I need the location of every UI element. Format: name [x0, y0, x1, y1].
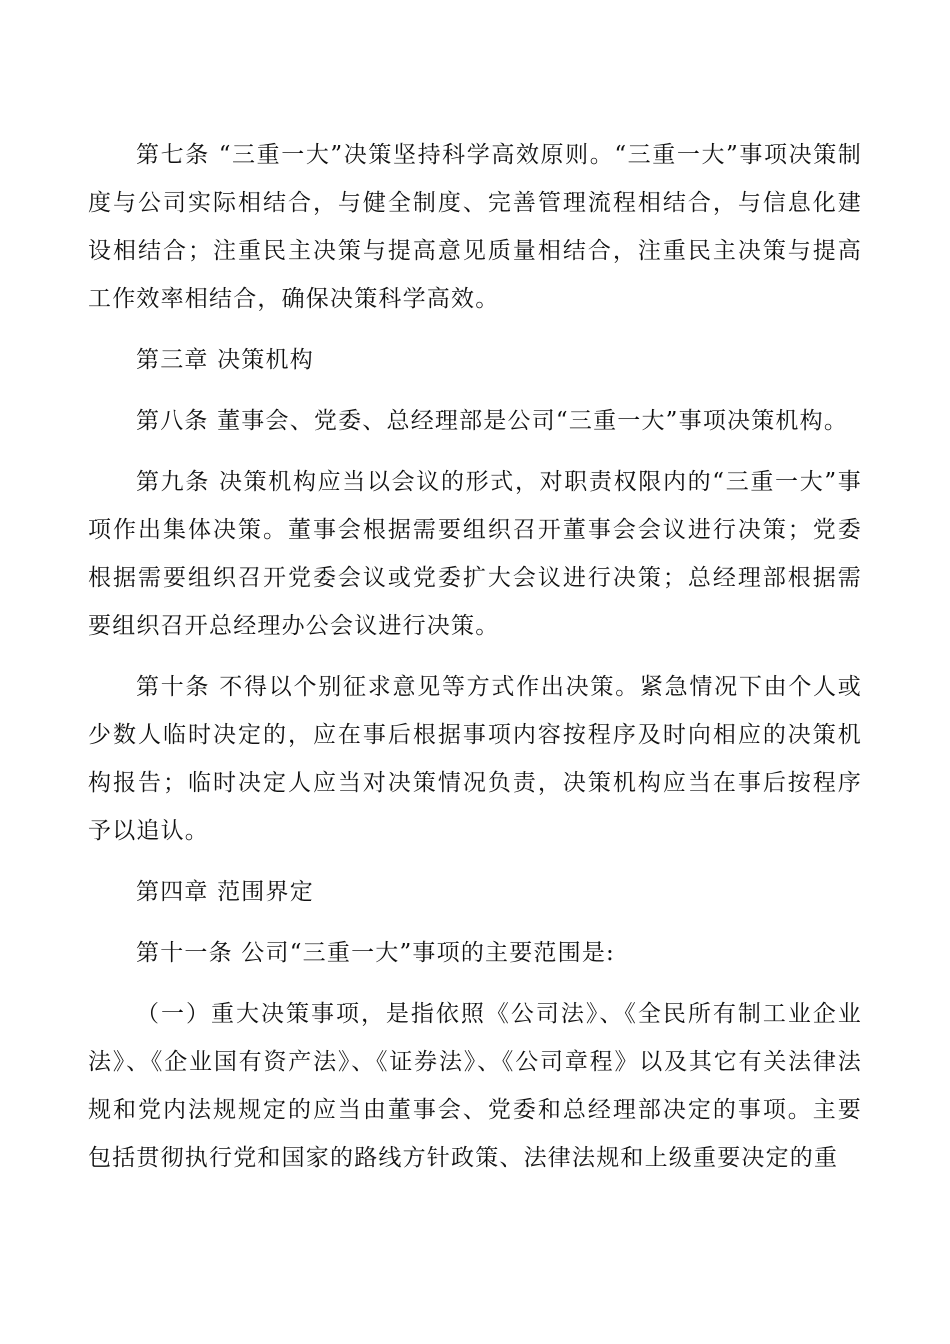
article-11-paragraph: 第十一条 公司“三重一大”事项的主要范围是: [136, 940, 615, 966]
article-8-paragraph: 第八条 董事会、党委、总经理部是公司“三重一大”事项决策机构。 [136, 408, 849, 434]
item-1-paragraph: （一）重大决策事项，是指依照《公司法》、《全民所有制工业企业法》、《企业国有资产法》、《证券法》、《公司章程》以及其它有关法律法规和党内法规规定的应当由董事会、党委和总经理部决定的事项。主要包括贯彻执行党和国家的路线方针政策、法律法规和上级重要决定的重 [88, 1001, 862, 1171]
document-body [88, 131, 862, 1195]
article-9-paragraph: 第九条 决策机构应当以会议的形式，对职责权限内的“三重一大”事项作出集体决策。董事会根据需要组织召开董事会会议进行决策；党委根据需要组织召开党委会议或党委扩大会议进行决策；总经理部根据需要组织召开总经理办公会议进行决策。 [88, 469, 862, 639]
chapter-3-heading: 第三章 决策机构 [136, 347, 314, 373]
article-7-paragraph: 第七条 “三重一大”决策坚持科学高效原则。“三重一大”事项决策制度与公司实际相结合，与健全制度、完善管理流程相结合，与信息化建设相结合；注重民主决策与提高意见质量相结合，注重民主决策与提高工作效率相结合，确保决策科学高效。 [88, 142, 862, 312]
chapter-4-heading: 第四章 范围界定 [136, 879, 314, 905]
article-10-paragraph: 第十条 不得以个别征求意见等方式作出决策。紧急情况下由个人或少数人临时决定的，应在事后根据事项内容按程序及时向相应的决策机构报告；临时决定人应当对决策情况负责，决策机构应当在事后按程序予以追认。 [88, 674, 862, 844]
